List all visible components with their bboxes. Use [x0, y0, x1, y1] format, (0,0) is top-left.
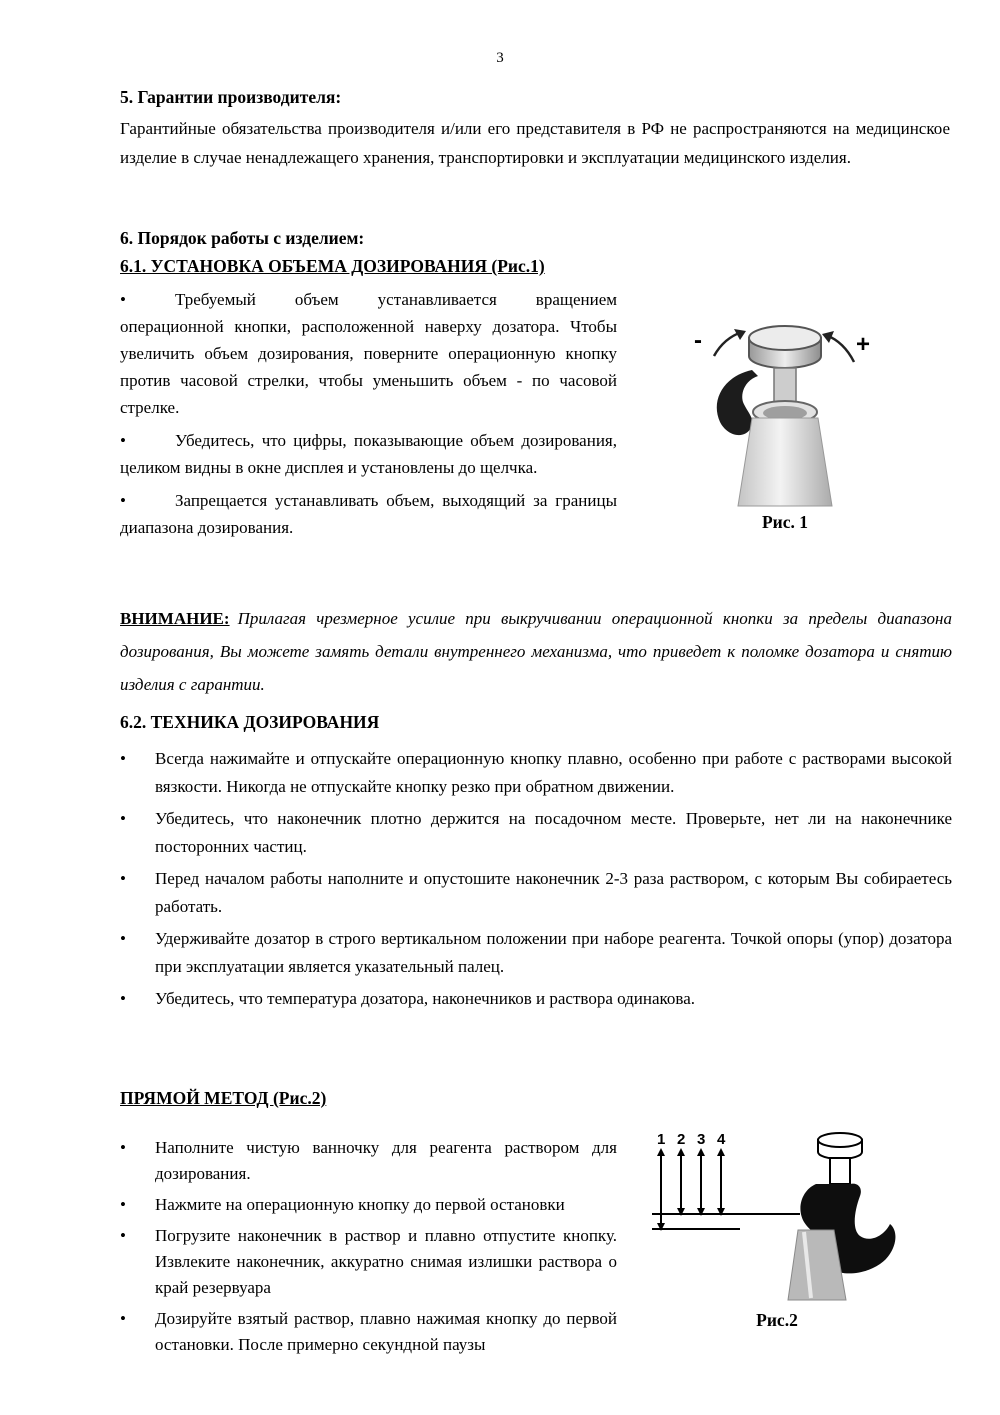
warning-paragraph — [120, 602, 952, 701]
dispenser-body — [738, 418, 832, 506]
list-item: •Удерживайте дозатор в строго вертикальном положении при наборе реагента. Точкой опоры (упор) дозатора при эксплуатации является указательный палец. — [120, 925, 952, 981]
list-item: •Требуемый объем устанавливается вращением операционной кнопки, расположенной наверху дозатора. Чтобы увеличить объем дозирования, поверните операционную кнопку против часовой стрелки, чтобы уменьшить объем - по часовой стрелке. — [120, 286, 617, 421]
section-5-heading: 5. Гарантии производителя: — [120, 87, 342, 107]
direct-method-heading: ПРЯМОЙ МЕТОД (Рис.2) — [120, 1088, 327, 1108]
direct-method-bullet-list — [120, 1135, 617, 1363]
section-6-2-bullet-list — [120, 745, 952, 1017]
figure-1-dispenser-knob-photo — [690, 312, 880, 508]
list-item: •Убедитесь, что температура дозатора, наконечников и раствора одинакова. — [120, 985, 952, 1013]
bullet-icon — [120, 286, 175, 313]
bullet-icon — [120, 487, 175, 514]
position-label-4: 4 — [717, 1131, 726, 1148]
page-number: 3 — [496, 50, 504, 66]
knob-top — [749, 326, 821, 350]
list-item: •Дозируйте взятый раствор, плавно нажимая кнопку до первой остановки. После примерно секундной паузы — [120, 1306, 617, 1358]
bullet-icon — [120, 1135, 155, 1161]
bullet-icon — [120, 1306, 155, 1332]
section-6-1-bullet-list — [120, 286, 617, 547]
section-6-2-heading: 6.2. ТЕХНИКА ДОЗИРОВАНИЯ — [120, 712, 380, 732]
warning-label: ВНИМАНИЕ: — [120, 609, 230, 628]
bullet-icon — [120, 925, 155, 953]
bullet-icon — [120, 427, 175, 454]
figure-2-direct-method-diagram — [648, 1128, 906, 1306]
figure-1-caption: Рис. 1 — [761, 512, 809, 532]
bullet-icon — [120, 865, 155, 893]
list-item: •Всегда нажимайте и отпускайте операционную кнопку плавно, особенно при работе с растворами высокой вязкости. Никогда не отпускайте кнопку резко при обратном движении. — [120, 745, 952, 801]
bullet-icon — [120, 745, 155, 773]
pipette-illustration — [788, 1133, 895, 1300]
bullet-icon — [120, 985, 155, 1013]
list-item: •Убедитесь, что наконечник плотно держится на посадочном месте. Проверьте, нет ли на наконечнике посторонних частиц. — [120, 805, 952, 861]
position-label-1: 1 — [657, 1131, 666, 1148]
list-item: •Нажмите на операционную кнопку до первой остановки — [120, 1192, 617, 1218]
minus-label: - — [694, 327, 702, 354]
bullet-icon — [120, 1192, 155, 1218]
bullet-icon — [120, 805, 155, 833]
section-6-heading: 6. Порядок работы с изделием: — [120, 228, 365, 248]
list-item: •Убедитесь, что цифры, показывающие объем дозирования, целиком видны в окне дисплея и установлены до щелчка. — [120, 427, 617, 481]
warning-text: Прилагая чрезмерное усилие при выкручивании операционной кнопки за пределы диапазона дозирования, Вы можете замять детали внутреннего механизма, что приведет к поломке дозатора и снятию изделия с гарантии. — [120, 609, 952, 694]
section-5-body: Гарантийные обязательства производителя и/или его представителя в РФ не распространяются на медицинское изделие в случае ненадлежащего хранения, транспортировки и эксплуатации медицинского изделия. — [120, 119, 950, 167]
position-label-2: 2 — [677, 1131, 686, 1148]
list-item: •Наполните чистую ванночку для реагента раствором для дозирования. — [120, 1135, 617, 1187]
list-item: •Перед началом работы наполните и опустошите наконечник 2-3 раза раствором, с которым Вы собираетесь работать. — [120, 865, 952, 921]
double-arrow-icon — [661, 1152, 721, 1227]
bullet-icon — [120, 1223, 155, 1249]
list-item: •Погрузите наконечник в раствор и плавно отпустите кнопку. Извлеките наконечник, аккуратно снимая излишки раствора о край резервуара — [120, 1223, 617, 1301]
section-6-1-heading: 6.1. УСТАНОВКА ОБЪЕМА ДОЗИРОВАНИЯ (Рис.1) — [120, 256, 545, 276]
list-item: •Запрещается устанавливать объем, выходящий за границы диапазона дозирования. — [120, 487, 617, 541]
position-label-3: 3 — [697, 1131, 706, 1148]
figure-2-caption: Рис.2 — [756, 1310, 798, 1330]
plus-label: + — [856, 331, 871, 358]
